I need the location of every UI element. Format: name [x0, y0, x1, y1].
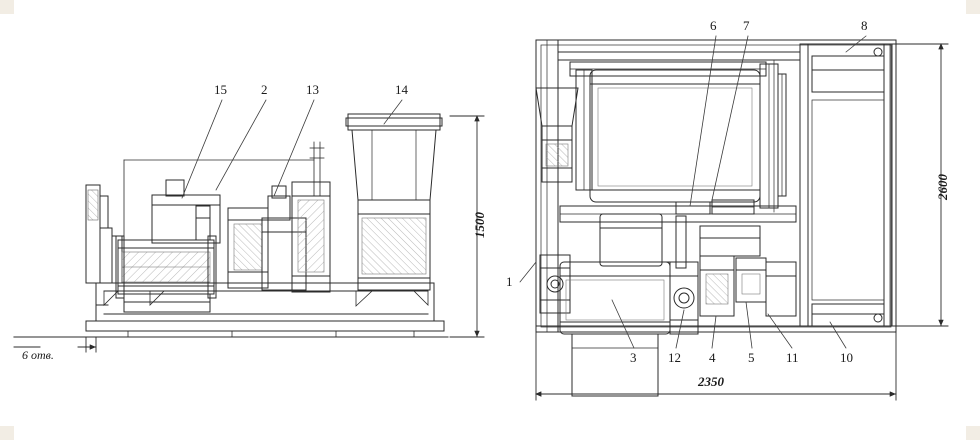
right-view-geometry	[536, 40, 896, 396]
dimension-1500: 1500	[472, 212, 487, 238]
note-6-holes: 6 отв.	[22, 348, 54, 362]
callout-4: 4	[709, 350, 716, 365]
callout-7: 7	[743, 18, 750, 33]
dimension-2600: 2600	[935, 174, 950, 200]
callout-5: 5	[748, 350, 755, 365]
left-view-geometry	[14, 114, 448, 337]
callout-1: 1	[506, 274, 513, 289]
callout-13: 13	[306, 82, 319, 97]
callout-2: 2	[261, 82, 268, 97]
callout-14: 14	[395, 82, 408, 97]
callout-15: 15	[214, 82, 227, 97]
callout-11: 11	[786, 350, 799, 365]
callout-6: 6	[710, 18, 717, 33]
callout-12: 12	[668, 350, 681, 365]
callout-10: 10	[840, 350, 853, 365]
dimension-2350: 2350	[698, 374, 724, 389]
callout-8: 8	[861, 18, 868, 33]
callout-3: 3	[630, 350, 637, 365]
